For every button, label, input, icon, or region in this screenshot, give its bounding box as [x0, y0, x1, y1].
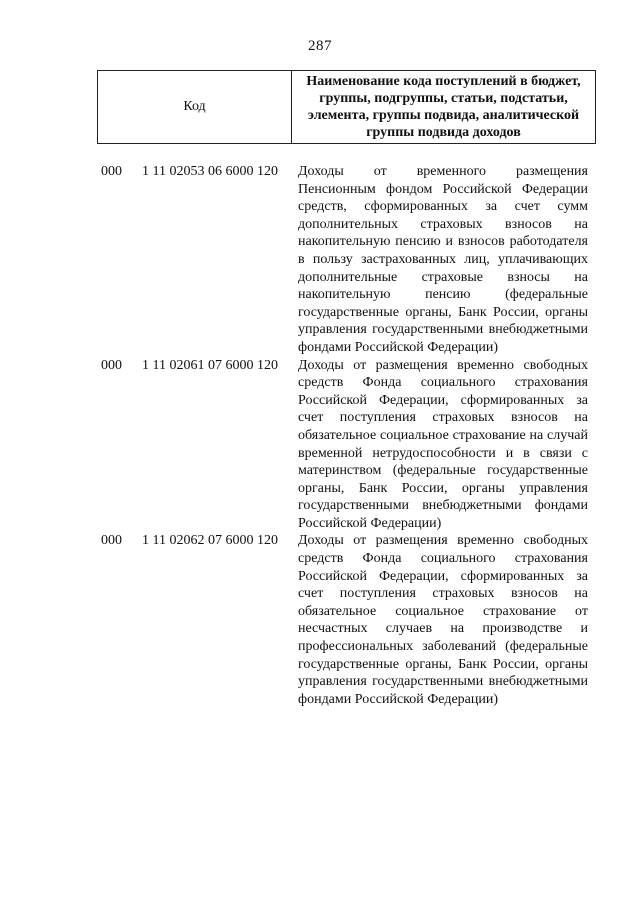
entry-description: Доходы от временного размещения Пенсионным фондом Российской Федерации средств, сформированных за счет сумм дополнительных страховых взносов на накопительную пенсию и взносов работодателя в пользу застрахованных лиц, уплачивающих дополнительные страховые взносы на накопительную пенсию (федеральные государственные органы, Банк России, органы управления государственными внебюджетными фондами Российской Федерации)	[298, 164, 588, 355]
table-row	[0, 532, 640, 708]
entry-revenue-code: 1 11 02062 07 6000 120	[142, 533, 278, 549]
table-row	[0, 357, 640, 533]
entry-description: Доходы от размещения временно свободных средств Фонда социального страхования Российской Федерации, сформированных за счет поступления страховых взносов на обязательное социальное страхование на случай временной нетрудоспособности и в связи с материнством (федеральные государственные органы, Банк России, органы управления государственными внебюджетными фондами Российской Федерации)	[298, 357, 588, 531]
page-number: 287	[308, 38, 332, 54]
entry-revenue-code: 1 11 02053 06 6000 120	[142, 164, 278, 179]
header-code-column	[98, 71, 292, 143]
header-name-column	[292, 71, 595, 143]
entry-admin-code: 000	[101, 164, 122, 179]
entry-description: Доходы от размещения временно свободных средств Фонда социального страхования Российской Федерации, сформированных за счет поступления страховых взносов на обязательное социальное страхование от несчастных случаев на производстве и профессиональных заболеваний (федеральные государственные органы, Банк России, органы управления государственными внебюджетными фондами Российской Федерации)	[298, 533, 588, 707]
table-header	[97, 70, 596, 144]
table-row	[0, 163, 640, 357]
header-name-label: Наименование кода поступлений в бюджет, группы, подгруппы, статьи, подстатьи, элемента, группы подвида, аналитической группы подвида доходов	[306, 74, 581, 140]
entry-admin-code: 000	[101, 357, 122, 373]
entry-admin-code: 000	[101, 533, 122, 549]
entries-list	[0, 163, 640, 708]
entry-revenue-code: 1 11 02061 07 6000 120	[142, 357, 278, 373]
header-code-label: Код	[183, 99, 206, 114]
